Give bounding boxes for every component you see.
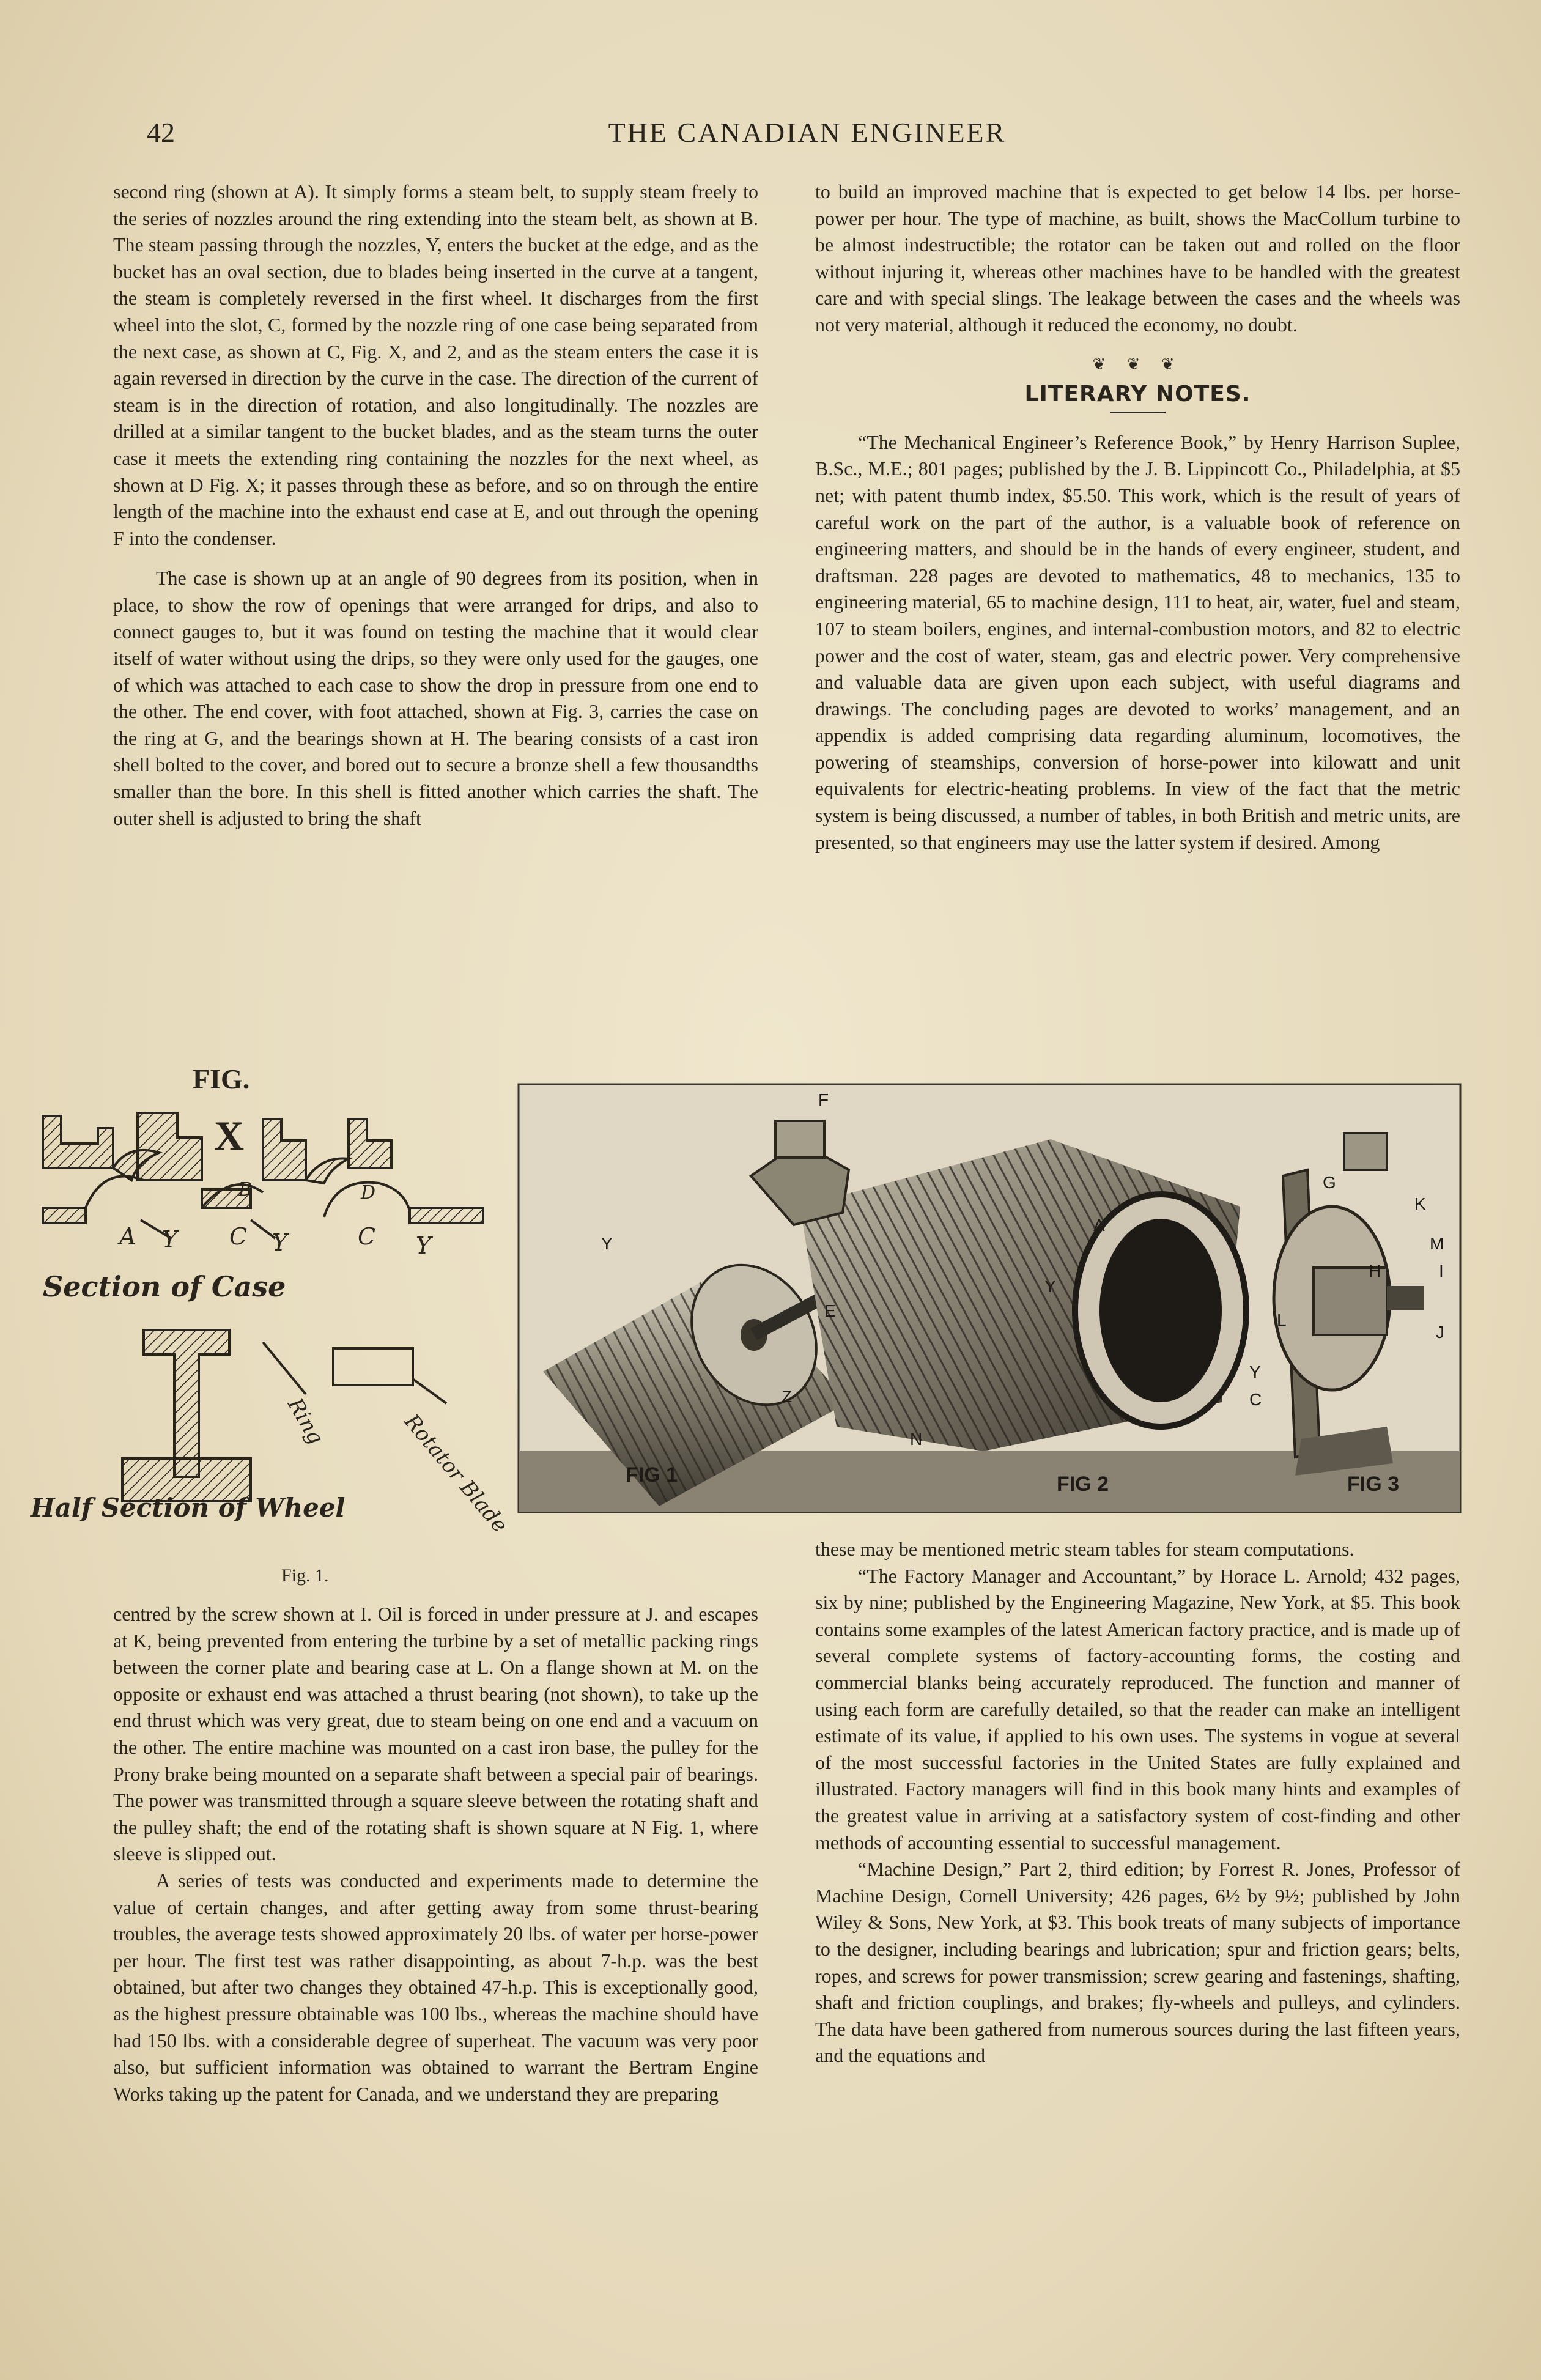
figure-1-sketch (18, 1061, 512, 1544)
photo-label-z: Z (782, 1387, 793, 1406)
page-number: 42 (147, 117, 175, 148)
paragraph: The case is shown up at an angle of 90 degrees from its position, when in place, to show the row of openings that were arranged for drips, and also to connect gauges to, but it was found on testing the machine that it would clear itself of water without using the drips, so they were only used for the gauges, one of which was attached to each case to show the drop in pressure from one end to the other. The end cover, with foot attached, shown at Fig. 3, carries the case on the ring at G, and the bearings shown at H. The bearing consists of a cast iron shell bolted to the cover, and bored out to secure a bronze shell a few thousandths smaller than the bore. In this shell is fitted another which carries the shaft. The outer shell is adjusted to bring the shaft (113, 567, 758, 829)
photo-label-j: J (1436, 1323, 1444, 1342)
half-section-label: Half Section of Wheel (31, 1493, 346, 1523)
photo-label-m: M (1430, 1234, 1444, 1253)
paragraph: A series of tests was conducted and experiments made to determine the value of certain changes, and after getting away from some thrust-bearing troubles, the average tests showed approximately 20 lbs. of water per horse-power per hour. The first test was rather disappointing, as about 7-h.p. was the best obtained, but after two changes they obtained 47-h.p. This is exceptionally good, as the highest pressure obtainable was 100 lbs., whereas the machine should have had 150 lbs. with a considerable degree of superheat. The vacuum was very poor also, but sufficient information was obtained to warrant the Bertram Engine Works taking up the patent for Canada, and we understand they are preparing (113, 1869, 758, 2105)
ornament: ❦ ❦ ❦ (1092, 355, 1183, 373)
left-column-bottom (113, 1601, 758, 2107)
photo-label-e: E (824, 1301, 836, 1320)
paragraph: “The Mechanical Engineer’s Reference Book,” by Henry Harrison Suplee, B.Sc., M.E.; 801 pages; published by the J. B. Lippincott Co., Philadelphia, at $5 net; with patent thumb index, $5.50. This work, which is the result of years of careful work on the part of the author, is a valuable book of reference on engineering matters, and should be in the hands of every engineer, student, and draftsman. 228 pages are devoted to mathematics, 48 to mechanics, 135 to engineering material, 65 to machine design, 111 to heat, air, water, fuel and steam, 107 to steam boilers, engines, and internal-combustion motors, and 82 to electric power and the cost of water, steam, gas and electric power. Very comprehensive and valuable data are given upon each subject, with useful diagrams and drawings. The concluding pages are devoted to works’ management, and an appendix is added comprising data regarding aluminum, locomotives, the powering of steamships, conversion of horse-power into kilowatt and unit equivalents for electric-heating problems. In view of the fact that the metric system is being discussed, a number of tables, in both British and metric units, are presented, so that engineers may use the latter system if desired. Among (815, 431, 1460, 853)
photo-label-b: B (1106, 1307, 1117, 1326)
paragraph: “The Factory Manager and Accountant,” by Horace L. Arnold; 432 pages, six by nine; published by the Engineering Magazine, New York, at $5. This book contains some examples of the latest American factory practice, and is made up of several complete systems of factory-accounting forms, the costing and commercial blanks being accurately reproduced. The function and manner of using each form are carefully detailed, so that the reader can make an intelligent estimate of its value, if applied to his own uses. The systems in vogue at several of the most successful factories in the United States are fully explained and illustrated. Factory managers will find in this book many hints and examples of the greatest value in arriving at a satisfactory system of cost-finding and other methods of accounting essential to successful management. (815, 1564, 1460, 1853)
fig-x-label: X (214, 1112, 245, 1159)
turbine-photo (519, 1084, 1460, 1512)
paragraph: “Machine Design,” Part 2, third edition; by Forrest R. Jones, Professor of Machine Design, Cornell University; 426 pages, 6½ by 9½; published by John Wiley & Sons, New York, at $3. This book treats of many subjects of importance to the designer, including bearings and lubrication; spur and friction gears; belts, ropes, and screws for power transmission; screw gearing and fastenings, shafting, shaft and friction couplings, and brakes; fly-wheels and pulleys, and cylinders. The data have been gathered from numerous sources during the last fifteen years, and the equations and (815, 1858, 1460, 2067)
page-header (147, 116, 1468, 159)
paragraph: to build an improved machine that is expected to get below 14 lbs. per horse-power per hour. The type of machine, as built, shows the MacCollum turbine to be almost indestructible; the rotator can be taken out and rolled on the floor without injuring it, whereas other machines have to be handled with the greatest care and with special slings. The leakage between the cases and the wheels was not very material, although it reduced the economy, no doubt. (815, 180, 1460, 336)
photo-label-f: F (818, 1090, 829, 1109)
photo-fig2-label: FIG 2 (1057, 1473, 1109, 1496)
rotator-blade-box (333, 1348, 413, 1385)
photo-label-y: Y (1249, 1362, 1261, 1381)
photo-label-k: K (1414, 1194, 1426, 1213)
photo-label-i: I (1439, 1262, 1444, 1281)
half-section-wheel-drawing (122, 1330, 251, 1501)
rotator-blade-label: Rotator Blade (399, 1410, 512, 1538)
label-b: B (238, 1179, 253, 1200)
photo-label-h: H (1369, 1262, 1381, 1281)
label-y: Y (162, 1226, 178, 1253)
photo-label-n: N (910, 1430, 923, 1449)
label-y: Y (272, 1229, 288, 1256)
section-title: LITERARY NOTES. (1024, 382, 1251, 407)
ring-label: Ring (283, 1394, 328, 1449)
photo-label-y: Y (1044, 1277, 1056, 1296)
label-a: A (119, 1223, 136, 1250)
left-column-top (113, 179, 758, 832)
photo-fig3-label: FIG 3 (1347, 1473, 1400, 1496)
right-column-top (815, 179, 1460, 856)
section-of-case-label: Section of Case (43, 1270, 286, 1303)
figure-1-caption: Fig. 1. (281, 1565, 329, 1586)
paragraph: these may be mentioned metric steam tables for steam computations. (815, 1538, 1354, 1560)
photo-fig1-label: FIG 1 (626, 1463, 678, 1487)
right-column-bottom (815, 1536, 1460, 2069)
case-section-drawing (43, 1113, 483, 1223)
label-c: C (229, 1223, 248, 1250)
photo-label-c: C (1249, 1390, 1262, 1409)
photo-label-y: Y (601, 1234, 613, 1253)
photo-label-a: A (1093, 1216, 1105, 1235)
fig-label: FIG. (193, 1063, 250, 1095)
photo-label-l: L (1277, 1310, 1287, 1329)
paragraph: second ring (shown at A). It simply forms a steam belt, to supply steam freely to the series of nozzles around the ring extending into the steam belt, as shown at B. The steam passing through the nozzles, Y, enters the bucket at the edge, and as the bucket has an oval section, due to blades being inserted in the curve at a tangent, the steam is completely reversed in the first wheel. It discharges from the first wheel into the slot, C, formed by the nozzle ring of one case being separated from the next case, as shown at C, Fig. X, and 2, and as the steam enters the case it is again reversed in direction by the curve in the case. The direction of the current of steam is in the direction of rotation, and also longitudinally. The nozzles are drilled at a similar tangent to the bucket blades, and as the steam turns the outer case it meets the extending ring containing the nozzles for the next wheel, as shown at D Fig. X; it passes through these as before, and so on through the entire length of the machine into the exhaust end case at E, and out through the opening F into the condenser. (113, 180, 758, 549)
label-d: D (361, 1182, 376, 1203)
photo-label-g: G (1323, 1173, 1336, 1192)
paragraph: centred by the screw shown at I. Oil is forced in under pressure at J. and escapes at K, being prevented from entering the turbine by a set of metallic packing rings between the corner plate and bearing case at L. On a flange shown at M. on the opposite or exhaust end was attached a thrust bearing (not shown), to take up the end thrust which was very great, due to steam being on one end and a vacuum on the other. The entire machine was mounted on a cast iron base, the pulley for the Prony brake being mounted on a separate shaft between a special pair of bearings. The power was transmitted through a square sleeve between the rotating shaft and the pulley shaft; the end of the rotating shaft is shown square at N Fig. 1, where sleeve is slipped out. (113, 1603, 758, 1865)
title-rule (1110, 412, 1166, 413)
journal-title: THE CANADIAN ENGINEER (608, 117, 1007, 148)
label-c: C (358, 1223, 376, 1250)
label-y: Y (416, 1232, 432, 1259)
